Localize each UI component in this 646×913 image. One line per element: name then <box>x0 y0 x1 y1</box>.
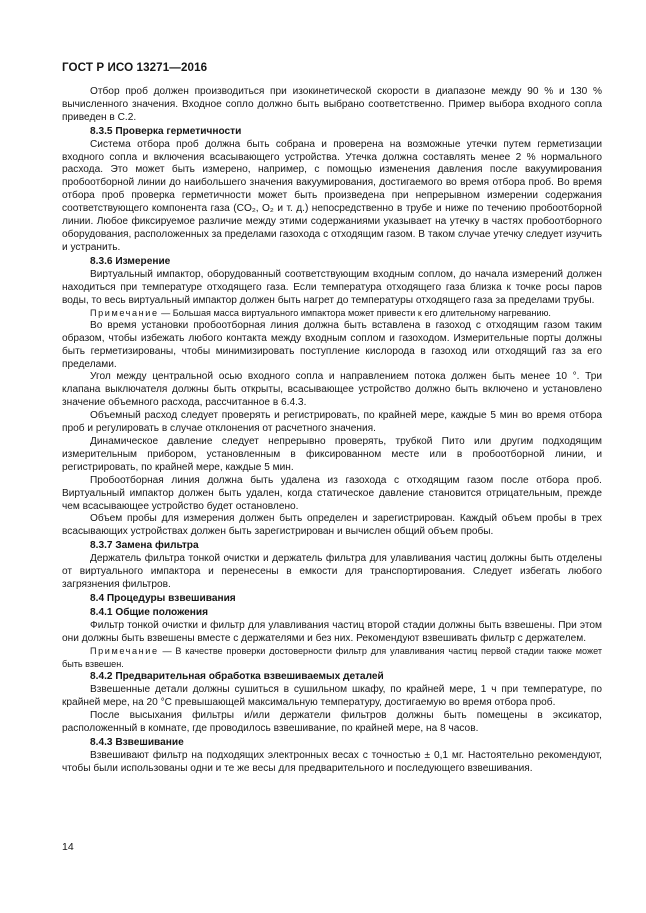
page-content <box>62 86 602 776</box>
section-heading-8-3-5: 8.3.5 Проверка герметичности <box>90 125 242 137</box>
paragraph-dynamic-pressure: Динамическое давление следует непрерывно проверять, трубкой Пито или другим подходящим измерительным прибором, установленным в фиксированном месте или в пробоотборной линии, и регистрировать, по крайней мере, каждые 5 мин. <box>62 435 602 473</box>
section-heading-8-4-3: 8.4.3 Взвешивание <box>90 736 184 748</box>
paragraph-filter-replacement: Держатель фильтра тонкой очистки и держатель фильтра для улавливания частиц должны быть отделены от виртуального импактора и перенесены в емкости для транспортирования. Следует избегать любого загрязнения фильтров. <box>62 553 602 590</box>
note-label: Примечание <box>90 308 159 319</box>
section-heading-8-4: 8.4 Процедуры взвешивания <box>90 592 236 604</box>
paragraph-desiccator: После высыхания фильтры и/или держатели фильтров должны быть помещены в эксикатор, расположенный в комнате, где проводилось взвешивание, по крайней мере, на 8 часов. <box>62 710 602 734</box>
paragraph-probe-removal: Пробоотборная линия должна быть удалена из газохода с отходящим газом после отбора проб. Виртуальный импактор должен быть удален, когда статическое давление становится отрицательным, прежде чем всасывающее устройство будет остановлено. <box>62 474 602 512</box>
paragraph-sample-volume: Объем пробы для измерения должен быть определен и зарегистрирован. Каждый объем пробы в трех всасывающих устройствах должен быть зарегистрирован и вычислен общий объем пробы. <box>62 513 602 538</box>
paragraph-impactor-temperature: Виртуальный импактор, оборудованный соответствующим входным соплом, до начала измерений должен находиться при температуре отходящего газа. Если температура отходящего газа близка к точке росы паров воды, то весь виртуальный импактор должен быть нагрет до температуры отходящего газа за пределами трубы. <box>62 268 602 306</box>
note-text: — В качестве проверки достоверности фильтр для улавливания частиц первой стадии также может быть взвешен. <box>62 646 602 669</box>
note-impactor-mass <box>62 307 602 319</box>
section-heading-8-4-1: 8.4.1 Общие положения <box>90 606 208 618</box>
paragraph-probe-insertion: Во время установки пробоотборная линия должна быть вставлена в газоход с отходящим газом таким образом, чтобы избежать любого контакта между входным соплом и газоходом. Измерительные порты должны быть герметизированы, чтобы минимизировать поступление кислорода в газоход или отходящий газ за его пределами. <box>62 319 602 370</box>
paragraph-drying: Взвешенные детали должны сушиться в сушильном шкафу, по крайней мере, 1 ч при температуре, по крайней мере, на 20 °С превышающей максимальную температуру, достигаемую во время отбора проб. <box>62 684 602 709</box>
paragraph-weighing-general: Фильтр тонкой очистки и фильтр для улавливания частиц второй стадии должны быть взвешены. При этом они должны быть взвешены вместе с держателями и без них. Рекомендуют взвешивать фильтр с держателем. <box>62 619 602 644</box>
paragraph-sampling-speed: Отбор проб должен производиться при изокинетической скорости в диапазоне между 90 % и 130 % вычисленного значения. Входное сопло должно быть выбрано соответственно. Пример выбора входного сопла приведен в С.2. <box>62 86 602 123</box>
paragraph-volume-flow: Объемный расход следует проверять и регистрировать, по крайней мере, каждые 5 мин во время отбора проб и регулировать в случае отклонения от расчетного значения. <box>62 410 602 435</box>
section-heading-8-4-2: 8.4.2 Предварительная обработка взвешиваемых деталей <box>90 671 384 683</box>
section-heading-8-3-6: 8.3.6 Измерение <box>90 255 171 267</box>
note-label: Примечание <box>90 646 159 657</box>
paragraph-leak-check: Система отбора проб должна быть собрана и проверена на возможные утечки путем герметизации входного сопла и включения всасывающего устройства. Утечка должна составлять менее 2 % нормального расхода. Это может быть измерено, например, с помощью изменения давления после вакуумирования пробоотборной линии до наибольшего значения вакуумирования, достигаемого во время отбора проб. Во время отбора проб проверка герметичности может быть произведена при непрерывном измерении содержания соответствующего компонента газа (СO₂, O₂ и т. д.) непосредственно в трубе и ниже по течению пробоотборной линии. Любое фиксируемое различие между этими содержаниями указывает на утечку в частях пробоотборного оборудования, расположенных за пределами газохода с отходящим газом. В таком случае утечку следует изучить и устранить. <box>62 138 602 253</box>
page-number: 14 <box>62 841 74 853</box>
standard-header: ГОСТ Р ИСО 13271—2016 <box>62 61 208 74</box>
paragraph-weighing: Взвешивают фильтр на подходящих электронных весах с точностью ± 0,1 мг. Настоятельно рекомендуют, чтобы были использованы одни и те же весы для предварительного и последующего взвешивания. <box>62 749 602 774</box>
note-first-stage-filter <box>62 645 602 670</box>
section-heading-8-3-7: 8.3.7 Замена фильтра <box>90 540 199 552</box>
note-text: — Большая масса виртуального импактора может привести к его длительному нагреванию. <box>158 308 551 319</box>
paragraph-nozzle-angle: Угол между центральной осью входного сопла и направлением потока должен быть менее 10 °. Три клапана выключателя должны быть открыты, всасывающее устройство должно быть включено и установлено значение объемного расхода, рассчитанное в 6.4.3. <box>62 371 602 409</box>
